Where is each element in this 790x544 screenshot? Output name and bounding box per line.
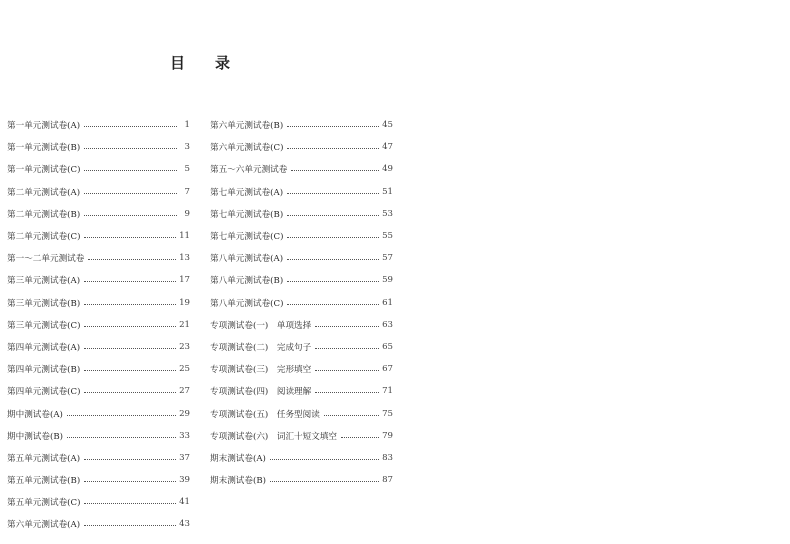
toc-entry-title: 第一单元测试卷(C): [7, 165, 81, 176]
toc-entry-title: 第六单元测试卷(B): [210, 121, 284, 132]
toc-entry[interactable]: [7, 425, 190, 447]
dot-leader: [270, 480, 379, 482]
toc-entry-page: 3: [184, 142, 190, 153]
toc-entry-page: 37: [179, 452, 190, 463]
dot-leader: [84, 125, 177, 127]
toc-entry-page: 61: [382, 297, 393, 308]
dot-leader: [84, 524, 176, 526]
toc-entry-title: 第五单元测试卷(A): [7, 453, 81, 464]
toc-entry-title: 第七单元测试卷(C): [210, 232, 284, 243]
toc-entry-title: 第三单元测试卷(A): [7, 276, 81, 287]
title-char-2: 录: [215, 54, 231, 72]
toc-entry-title: 第四单元测试卷(A): [7, 342, 81, 353]
toc-entry-page: 83: [382, 452, 393, 463]
dot-leader: [84, 214, 177, 216]
dot-leader: [84, 502, 176, 504]
dot-leader: [287, 192, 379, 194]
dot-leader: [287, 147, 379, 149]
dot-leader: [315, 391, 379, 393]
toc-entry-title: 第三单元测试卷(B): [7, 298, 81, 309]
toc-entry[interactable]: [7, 513, 190, 535]
toc-entry-title: 第一～二单元测试卷: [7, 254, 85, 265]
toc-entry-title: 第六单元测试卷(A): [7, 520, 81, 531]
dot-leader: [287, 258, 379, 260]
toc-entry[interactable]: [210, 181, 393, 203]
toc-entry-title: 第一单元测试卷(B): [7, 143, 81, 154]
toc-entry-page: 65: [382, 341, 393, 352]
toc-entry[interactable]: [210, 203, 393, 225]
toc-entry[interactable]: [210, 469, 393, 491]
toc-entry-page: 67: [382, 364, 393, 375]
toc-entry[interactable]: [7, 158, 190, 180]
toc-entry[interactable]: [7, 114, 190, 136]
toc-entry-page: 5: [184, 164, 190, 175]
dot-leader: [84, 303, 176, 305]
toc-entry-title: 第八单元测试卷(A): [210, 254, 284, 265]
toc-entry[interactable]: [210, 114, 393, 136]
toc-entry[interactable]: [210, 247, 393, 269]
dot-leader: [67, 436, 176, 438]
toc-entry-page: 1: [184, 120, 190, 131]
dot-leader: [287, 214, 379, 216]
dot-leader: [287, 280, 379, 282]
toc-entry[interactable]: [210, 292, 393, 314]
toc-entry[interactable]: [210, 447, 393, 469]
toc-entry-page: 75: [382, 408, 393, 419]
dot-leader: [270, 458, 379, 460]
dot-leader: [84, 147, 177, 149]
toc-entry[interactable]: [7, 358, 190, 380]
toc-entry[interactable]: [7, 314, 190, 336]
dot-leader: [84, 391, 176, 393]
toc-entry-title: 专项测试卷(六) 词汇十短文填空: [210, 431, 338, 442]
toc-entry[interactable]: [210, 225, 393, 247]
toc-entry[interactable]: [7, 402, 190, 424]
toc-entry-title: 第七单元测试卷(B): [210, 209, 284, 220]
toc-entry-page: 11: [179, 231, 190, 242]
toc-entry-page: 39: [179, 475, 190, 486]
toc-entry-title: 第一单元测试卷(A): [7, 121, 81, 132]
toc-entry-title: 第六单元测试卷(C): [210, 143, 284, 154]
toc-entry-page: 13: [179, 253, 190, 264]
dot-leader: [315, 347, 379, 349]
toc-entry[interactable]: [7, 247, 190, 269]
toc-entry[interactable]: [7, 336, 190, 358]
dot-leader: [84, 347, 176, 349]
dot-leader: [67, 414, 176, 416]
toc-entry-page: 25: [179, 364, 190, 375]
toc-entry-title: 专项测试卷(四) 阅读理解: [210, 387, 312, 398]
toc-entry-title: 第五单元测试卷(B): [7, 476, 81, 487]
dot-leader: [84, 192, 177, 194]
toc-entry-page: 59: [382, 275, 393, 286]
toc-entry-page: 21: [179, 319, 190, 330]
dot-leader: [287, 303, 379, 305]
toc-entry-title: 第四单元测试卷(C): [7, 387, 81, 398]
toc-entry[interactable]: [210, 136, 393, 158]
toc-entry[interactable]: [210, 425, 393, 447]
dot-leader: [287, 125, 379, 127]
toc-entry-page: 41: [179, 497, 190, 508]
toc-entry-title: 第四单元测试卷(B): [7, 365, 81, 376]
dot-leader: [84, 325, 176, 327]
dot-leader: [84, 169, 177, 171]
toc-entry-page: 9: [184, 208, 190, 219]
toc-entry-page: 7: [184, 186, 190, 197]
dot-leader: [341, 436, 379, 438]
toc-entry[interactable]: [210, 158, 393, 180]
toc-entry-title: 第五单元测试卷(C): [7, 498, 81, 509]
toc-entry[interactable]: [7, 269, 190, 291]
toc-entry-page: 63: [382, 319, 393, 330]
toc-entry-title: 第二单元测试卷(B): [7, 209, 81, 220]
dot-leader: [287, 236, 379, 238]
toc-entry-title: 专项测试卷(三) 完形填空: [210, 365, 312, 376]
toc-entry[interactable]: [210, 269, 393, 291]
dot-leader: [84, 480, 176, 482]
toc-entry-page: 51: [382, 186, 393, 197]
toc-entry-page: 43: [179, 519, 190, 530]
toc-entry-page: 53: [382, 208, 393, 219]
toc-entry[interactable]: [7, 469, 190, 491]
dot-leader: [84, 458, 176, 460]
toc-entry-page: 17: [179, 275, 190, 286]
toc-entry-page: 45: [382, 120, 393, 131]
toc-entry-title: 专项测试卷(一) 单项选择: [210, 320, 312, 331]
toc-entry[interactable]: [7, 225, 190, 247]
toc-entry-title: 第七单元测试卷(A): [210, 187, 284, 198]
toc-entry-page: 19: [179, 297, 190, 308]
toc-entry-page: 27: [179, 386, 190, 397]
toc-entry[interactable]: [210, 314, 393, 336]
toc-entry[interactable]: [7, 203, 190, 225]
toc-entry-title: 第五～六单元测试卷: [210, 165, 288, 176]
toc-entry-page: 47: [382, 142, 393, 153]
toc-entry[interactable]: [7, 447, 190, 469]
title-char-1: 目: [170, 54, 186, 72]
toc-entry[interactable]: [7, 292, 190, 314]
toc-entry-page: 33: [179, 430, 190, 441]
toc-entry-title: 第二单元测试卷(A): [7, 187, 81, 198]
toc-entry-title: 专项测试卷(五) 任务型阅读: [210, 409, 320, 420]
toc-entry-page: 23: [179, 341, 190, 352]
dot-leader: [84, 236, 176, 238]
toc-left-column: [7, 114, 190, 536]
toc-entry-page: 29: [179, 408, 190, 419]
dot-leader: [315, 369, 379, 371]
toc-entry-page: 55: [382, 231, 393, 242]
toc-entry-title: 期末测试卷(B): [210, 476, 266, 487]
toc-right-column: [210, 114, 393, 491]
toc-entry-title: 期中测试卷(A): [7, 409, 63, 420]
dot-leader: [84, 280, 176, 282]
toc-entry[interactable]: [210, 336, 393, 358]
toc-entry-title: 期末测试卷(A): [210, 453, 266, 464]
toc-entry[interactable]: [7, 136, 190, 158]
toc-entry[interactable]: [210, 402, 393, 424]
toc-entry-page: 57: [382, 253, 393, 264]
toc-entry[interactable]: [7, 380, 190, 402]
toc-entry-title: 第八单元测试卷(B): [210, 276, 284, 287]
toc-entry-title: 第三单元测试卷(C): [7, 320, 81, 331]
dot-leader: [84, 369, 176, 371]
dot-leader: [315, 325, 379, 327]
toc-entry-page: 71: [382, 386, 393, 397]
dot-leader: [291, 169, 379, 171]
toc-entry-title: 第八单元测试卷(C): [210, 298, 284, 309]
toc-entry[interactable]: [7, 491, 190, 513]
dot-leader: [324, 414, 379, 416]
toc-entry-title: 第二单元测试卷(C): [7, 232, 81, 243]
toc-entry-page: 49: [382, 164, 393, 175]
toc-entry-page: 79: [382, 430, 393, 441]
toc-entry-title: 专项测试卷(二) 完成句子: [210, 342, 312, 353]
toc-entry[interactable]: [210, 380, 393, 402]
toc-entry[interactable]: [7, 181, 190, 203]
toc-entry[interactable]: [210, 358, 393, 380]
toc-entry-title: 期中测试卷(B): [7, 431, 63, 442]
page-title: [170, 52, 230, 73]
toc-entry-page: 87: [382, 475, 393, 486]
dot-leader: [88, 258, 176, 260]
